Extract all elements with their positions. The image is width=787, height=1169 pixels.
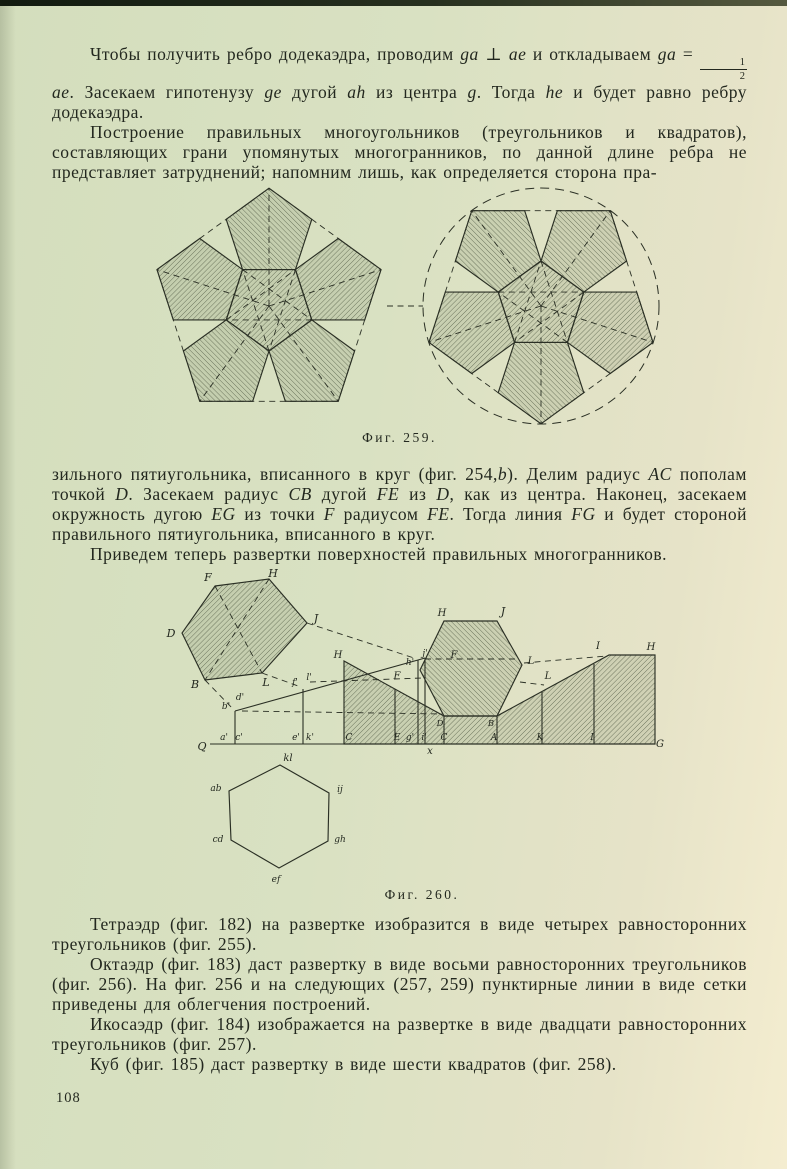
- vertex-label: C: [345, 733, 353, 744]
- vertex-label: j': [422, 649, 428, 660]
- vertex-label: A: [490, 733, 498, 744]
- body-paragraph-dodecahedron-edge: [52, 44, 747, 122]
- text-run: . Тогда линия: [449, 504, 572, 525]
- text-run: радиусом: [334, 504, 428, 525]
- math-letter: D: [436, 484, 450, 505]
- figure-259-dodecahedron-net: [52, 186, 747, 446]
- math-letter: ae: [52, 82, 70, 103]
- math-letter: D: [115, 484, 129, 505]
- construction-dashed-line: [520, 682, 544, 685]
- text-run: ⊥: [478, 44, 509, 64]
- vertex-label: I: [590, 733, 594, 744]
- math-letter: he: [545, 82, 564, 103]
- vertex-label: g': [405, 733, 415, 744]
- vertex-label: H: [333, 650, 343, 662]
- math-letter: ge: [264, 82, 282, 103]
- text-run: Октаэдр (фиг. 183) даст развертку в виде восьми равносторонних треугольников (фиг. 256). На фиг. 256 и на следующих (257, 259) пунктирные линии в виде сетки приведены для облегчения построений.: [52, 954, 747, 1015]
- body-paragraph-cube: [52, 1054, 747, 1074]
- vertex-label: H: [437, 608, 447, 620]
- vertex-label: ab: [210, 784, 222, 795]
- body-paragraph-tetrahedron: [52, 914, 747, 954]
- vertex-label: D: [436, 719, 444, 730]
- vertex-label: B: [487, 719, 495, 730]
- text-run: =: [676, 44, 700, 64]
- body-paragraph-developments-intro: [52, 544, 747, 564]
- vertex-label: h': [405, 658, 415, 669]
- vertex-label: gh: [334, 835, 346, 846]
- vertex-label: F: [450, 650, 458, 662]
- vertex-label: a': [220, 733, 228, 744]
- body-paragraph-octahedron: [52, 954, 747, 1014]
- vertex-label: C: [440, 733, 448, 744]
- math-letter: ga: [460, 44, 479, 64]
- math-letter: EG: [211, 504, 236, 525]
- text-run: дугой: [281, 82, 348, 103]
- body-paragraph-polygon-construction: [52, 122, 747, 182]
- text-run: Икосаэдр (фиг. 184) изображается на развертке в виде двадцати равносторонних треугольников (фиг. 257).: [52, 1014, 747, 1055]
- vertex-label: E: [393, 733, 401, 744]
- text-run: из точки: [235, 504, 324, 525]
- math-letter: F: [323, 504, 335, 525]
- math-letter: FG: [571, 504, 596, 525]
- text-run: . Тогда: [476, 82, 546, 103]
- vertex-label: Q: [197, 740, 207, 754]
- math-letter: CB: [288, 484, 312, 505]
- vertex-label: L: [262, 676, 270, 690]
- text-run: . Засекаем гипотенузу: [69, 82, 265, 103]
- vertex-label: L: [527, 656, 535, 668]
- vertex-label: d': [235, 693, 245, 704]
- text-run: и откладываем: [526, 44, 658, 64]
- hexagon-face-inclined: [182, 579, 307, 680]
- hexagon-plan-view: [229, 765, 329, 868]
- scan-gutter-shadow: [0, 0, 16, 1169]
- math-letter: b: [497, 464, 508, 485]
- vertex-label: b': [221, 702, 231, 713]
- vertex-label: i': [421, 733, 427, 744]
- scan-top-edge: [0, 0, 787, 6]
- vertex-label: ij: [337, 785, 343, 796]
- vertex-label: D: [166, 627, 176, 641]
- construction-dashed-line: [307, 623, 414, 658]
- vertex-label: I: [596, 641, 600, 653]
- text-run: зильного пятиугольника, вписанного в круг (фиг. 254,: [52, 464, 498, 485]
- text-run: Куб (фиг. 185) даст развертку в виде шести квадратов (фиг. 258).: [90, 1054, 617, 1075]
- vertex-label: J: [500, 605, 506, 619]
- math-letter: ah: [347, 82, 366, 103]
- math-letter: ga: [657, 44, 677, 64]
- vertex-label: J: [313, 612, 319, 626]
- text-run: , как из центра. Наконец, засекаем окружность дугою: [52, 484, 748, 525]
- body-paragraph-pentagon-construction: [52, 464, 747, 544]
- math-letter: ae: [508, 44, 527, 64]
- vertex-label: B: [190, 678, 200, 692]
- vertex-label: H: [646, 642, 656, 654]
- math-letter: FE: [376, 484, 400, 505]
- figure-260-caption: Фиг. 260.: [384, 887, 460, 903]
- figure-260-development: [52, 568, 747, 908]
- vertex-label: F: [204, 571, 212, 585]
- vertex-label: x: [427, 746, 433, 758]
- text-run: из центра: [365, 82, 468, 103]
- math-letter: FE: [427, 504, 450, 525]
- text-run: и будет равно ребру додекаэдра.: [52, 82, 748, 123]
- vertex-label: F: [393, 671, 401, 683]
- vertex-label: l': [306, 673, 312, 684]
- pentagon-face: [429, 292, 515, 373]
- text-run: Тетраэдр (фиг. 182) на развертке изобразится в виде четырех равносторонних треугольников (фиг. 255).: [52, 914, 747, 955]
- vertex-label: f': [292, 678, 298, 689]
- vertex-label: G: [656, 739, 664, 751]
- fraction: $\frac{1}{2}$: [700, 57, 747, 82]
- text-run: . Засекаем радиус: [128, 484, 289, 505]
- vertex-label: H: [268, 568, 278, 581]
- pentagon-face: [295, 239, 381, 320]
- math-letter: g: [467, 82, 477, 103]
- vertex-label: cd: [212, 835, 224, 846]
- hexagon-face-development: [420, 621, 522, 716]
- vertex-label: kl: [283, 753, 293, 765]
- text-run: Приведем теперь развертки поверхностей правильных многогранников.: [90, 544, 667, 565]
- text-run: Построение правильных многоугольников (треугольников и квадратов), составляющих грани упомянутых многогранников, по данной длине ребра не представляет затруднений; напомним лишь, как определяется сторона пра-: [52, 122, 747, 183]
- vertex-label: ef: [271, 875, 281, 886]
- page-number: 108: [56, 1090, 81, 1106]
- body-paragraph-icosahedron: [52, 1014, 747, 1054]
- figure-259-drawing: [107, 186, 692, 426]
- text-run: пополам точкой: [52, 464, 747, 505]
- vertex-label: K: [536, 733, 544, 744]
- text-run: ). Делим радиус: [507, 464, 649, 485]
- construction-dashed-line: [524, 656, 607, 663]
- math-letter: AC: [648, 464, 672, 485]
- vertex-label: e': [292, 733, 300, 744]
- vertex-label: k': [306, 733, 314, 744]
- text-run: дугой: [311, 484, 377, 505]
- page-content: [52, 44, 747, 1074]
- text-run: из: [399, 484, 437, 505]
- text-run: и будет стороной правильного пятиугольника, вписанного в круг.: [52, 504, 747, 545]
- text-run: Чтобы получить ребро додекаэдра, проводим: [90, 44, 461, 64]
- figure-260-drawing: [92, 568, 677, 908]
- figure-259-caption: Фиг. 259.: [362, 430, 437, 446]
- vertex-label: c': [235, 733, 243, 744]
- vertex-label: L: [544, 671, 552, 683]
